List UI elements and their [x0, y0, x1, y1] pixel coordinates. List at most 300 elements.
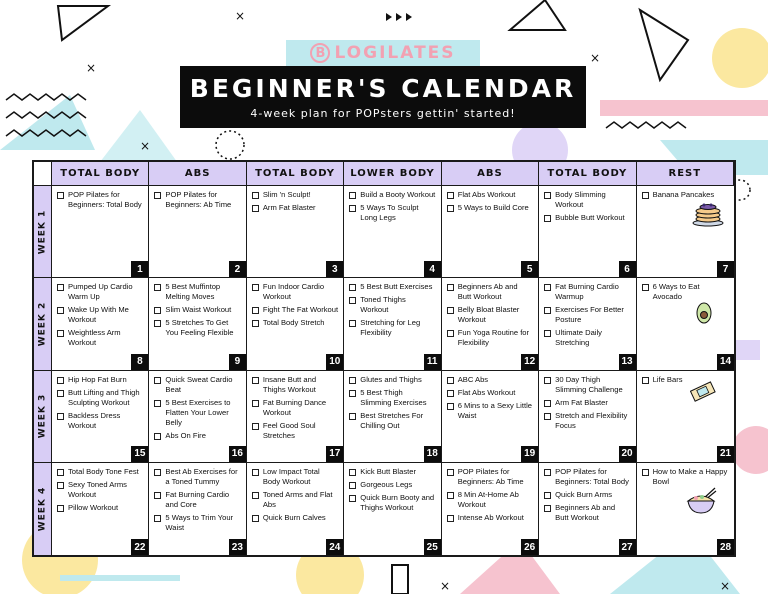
task-label: 6 Mins to a Sexy Little Waist [457, 400, 532, 420]
pink-bar-shape [600, 100, 768, 116]
task-item[interactable] [349, 318, 435, 338]
day-number: 28 [717, 539, 734, 555]
task-checkbox[interactable] [544, 284, 551, 291]
day-cell [247, 186, 344, 278]
day-cell [442, 278, 539, 370]
day-number: 5 [521, 261, 538, 277]
task-checkbox[interactable] [252, 469, 259, 476]
task-checkbox[interactable] [349, 469, 356, 476]
task-label: POP Pilates for Beginners: Ab Time [165, 190, 232, 209]
pink-circle-shape [732, 426, 768, 474]
task-label: 8 Min At-Home Ab Workout [457, 489, 519, 509]
pancake-stack-icon [691, 201, 725, 227]
week-label [34, 371, 52, 463]
day-header: TOTAL BODY [52, 162, 149, 186]
task-item[interactable] [154, 467, 240, 487]
task-checkbox[interactable] [544, 469, 551, 476]
task-checkbox[interactable] [349, 205, 356, 212]
task-checkbox[interactable] [349, 413, 356, 420]
day-cell [442, 463, 539, 555]
task-checkbox[interactable] [57, 482, 64, 489]
task-item[interactable] [544, 503, 630, 523]
task-item[interactable] [154, 490, 240, 510]
task-checkbox[interactable] [252, 307, 259, 314]
task-checkbox[interactable] [57, 413, 64, 420]
task-item[interactable] [57, 480, 143, 500]
day-cell [344, 463, 441, 555]
day-cell [52, 278, 149, 370]
yellow-circle-shape [712, 28, 768, 88]
task-label: Quick Burn Arms [555, 489, 613, 499]
cross-mark-5: × [720, 579, 731, 593]
task-item[interactable] [154, 431, 240, 441]
task-checkbox[interactable] [349, 390, 356, 397]
task-label: Arm Fat Blaster [555, 397, 608, 407]
task-item[interactable] [154, 398, 240, 428]
task-checkbox[interactable] [154, 377, 161, 384]
task-item[interactable] [154, 375, 240, 395]
task-label: Quick Burn Calves [262, 512, 326, 522]
task-label: Abs On Fire [165, 430, 206, 440]
task-label: Banana Pancakes [652, 190, 715, 199]
task-checkbox[interactable] [57, 192, 64, 199]
task-item[interactable] [447, 282, 533, 302]
task-item[interactable] [252, 421, 338, 441]
task-item[interactable] [57, 503, 143, 513]
task-label: Quick Sweat Cardio Beat [165, 374, 233, 394]
outline-pyramid-shape [640, 10, 688, 80]
task-label: POP Pilates for Beginners: Ab Time [457, 466, 524, 486]
day-number: 25 [424, 539, 441, 555]
task-label: Body Slimming Workout [555, 190, 606, 209]
day-cell [442, 371, 539, 463]
task-item[interactable] [544, 375, 630, 395]
teal-bar-shape [60, 575, 180, 581]
task-item[interactable] [349, 480, 435, 490]
day-cell [539, 278, 636, 370]
task-label: Total Body Stretch [262, 318, 325, 328]
day-number: 6 [619, 261, 636, 277]
avocado-icon [695, 300, 713, 324]
task-label: Toned Arms and Flat Abs [262, 489, 333, 509]
task-label: 5 Best Thigh Slimming Exercises [360, 387, 427, 407]
task-label: 5 Best Muffintop Melting Moves [165, 282, 221, 302]
day-number: 7 [717, 261, 734, 277]
task-checkbox[interactable] [154, 400, 161, 407]
task-checkbox[interactable] [447, 192, 454, 199]
task-item[interactable] [544, 411, 630, 431]
task-checkbox[interactable] [57, 330, 64, 337]
task-checkbox[interactable] [349, 320, 356, 327]
task-item[interactable] [154, 282, 240, 302]
task-item[interactable] [447, 203, 533, 213]
task-checkbox[interactable] [154, 284, 161, 291]
task-label: Fun Indoor Cardio Workout [262, 282, 325, 302]
day-header: TOTAL BODY [247, 162, 344, 186]
day-header: ABS [442, 162, 539, 186]
task-item[interactable] [349, 375, 435, 385]
task-checkbox[interactable] [544, 215, 551, 222]
task-label: 5 Best Butt Exercises [360, 282, 433, 292]
task-item[interactable] [154, 190, 240, 210]
day-number: 14 [717, 354, 734, 370]
task-label: 5 Stretches To Get You Feeling Flexible [165, 318, 234, 338]
task-item[interactable] [57, 467, 143, 477]
task-label: 5 Ways to Trim Your Waist [165, 512, 234, 532]
task-label: Slim Waist Workout [165, 305, 232, 315]
task-checkbox[interactable] [154, 192, 161, 199]
day-number: 19 [521, 446, 538, 462]
task-item[interactable] [349, 493, 435, 513]
day-cell [344, 371, 441, 463]
task-checkbox[interactable] [544, 307, 551, 314]
task-checkbox[interactable] [349, 297, 356, 304]
brand-logo-icon: B [310, 43, 330, 63]
day-cell [637, 278, 734, 370]
task-item[interactable] [544, 190, 630, 210]
task-item[interactable] [349, 388, 435, 408]
task-item[interactable] [57, 305, 143, 325]
task-item[interactable] [252, 305, 338, 315]
task-checkbox[interactable] [154, 433, 161, 440]
task-checkbox[interactable] [252, 320, 259, 327]
teal-triangle-shape [0, 95, 95, 150]
task-checkbox[interactable] [349, 482, 356, 489]
day-header: ABS [149, 162, 246, 186]
task-item[interactable] [252, 513, 338, 523]
task-label: Fat Burning Cardio and Core [165, 489, 230, 509]
day-number: 8 [131, 354, 148, 370]
task-label: 5 Ways To Sculpt Long Legs [360, 203, 419, 222]
outline-cylinder-shape [392, 565, 408, 594]
task-item[interactable] [252, 282, 338, 302]
task-item[interactable] [349, 282, 435, 292]
task-item[interactable] [57, 282, 143, 302]
day-cell [149, 186, 246, 278]
task-label: ABC Abs [457, 374, 489, 384]
task-item[interactable] [544, 282, 630, 302]
task-item[interactable] [642, 282, 729, 302]
task-checkbox[interactable] [154, 320, 161, 327]
task-item[interactable] [349, 295, 435, 315]
task-label: Gorgeous Legs [360, 479, 413, 489]
day-number: 21 [717, 446, 734, 462]
task-checkbox[interactable] [252, 205, 259, 212]
task-label: Ultimate Daily Stretching [555, 328, 602, 348]
task-checkbox[interactable] [57, 307, 64, 314]
task-label: Pumped Up Cardio Warm Up [68, 282, 133, 302]
outline-triangle-shape [58, 6, 108, 40]
task-item[interactable] [447, 513, 533, 523]
task-checkbox[interactable] [544, 400, 551, 407]
day-number: 10 [326, 354, 343, 370]
task-item[interactable] [57, 328, 143, 348]
task-label: Fat Burning Dance Workout [262, 397, 327, 417]
brand-name: LOGILATES [334, 43, 456, 63]
task-label: Quick Burn Booty and Thighs Workout [360, 492, 435, 512]
day-number: 17 [326, 446, 343, 462]
day-cell [344, 186, 441, 278]
task-label: Life Bars [652, 374, 683, 384]
day-number: 20 [619, 446, 636, 462]
task-checkbox[interactable] [447, 284, 454, 291]
day-number: 1 [131, 261, 148, 277]
task-item[interactable] [447, 305, 533, 325]
cross-mark: × [235, 9, 246, 23]
task-checkbox[interactable] [154, 469, 161, 476]
task-item[interactable] [447, 401, 533, 421]
day-cell [149, 371, 246, 463]
task-item[interactable] [57, 411, 143, 431]
task-label: Exercises For Better Posture [555, 305, 624, 325]
brand-banner [286, 40, 480, 66]
task-checkbox[interactable] [154, 492, 161, 499]
task-item[interactable] [252, 375, 338, 395]
task-item[interactable] [252, 490, 338, 510]
calendar-grid [32, 160, 736, 557]
task-checkbox[interactable] [447, 492, 454, 499]
task-item[interactable] [154, 305, 240, 315]
day-cell [52, 463, 149, 555]
task-label: Backless Dress Workout [68, 410, 121, 430]
task-item[interactable] [252, 467, 338, 487]
task-item[interactable] [252, 398, 338, 418]
task-checkbox[interactable] [57, 390, 64, 397]
task-checkbox[interactable] [252, 284, 259, 291]
task-checkbox[interactable] [447, 377, 454, 384]
task-label: 30 Day Thigh Slimming Challenge [555, 374, 623, 394]
day-cell [149, 463, 246, 555]
day-cell [149, 278, 246, 370]
task-item[interactable] [447, 467, 533, 487]
task-label: Feel Good Soul Stretches [262, 420, 316, 440]
day-cell [344, 278, 441, 370]
day-number: 4 [424, 261, 441, 277]
task-checkbox[interactable] [544, 192, 551, 199]
task-label: Hip Hop Fat Burn [68, 374, 127, 384]
zigzag-line [6, 94, 86, 100]
task-checkbox[interactable] [252, 492, 259, 499]
task-label: Best Ab Exercises for a Toned Tummy [165, 466, 238, 486]
noodle-bowl-icon [685, 487, 717, 517]
task-item[interactable] [447, 328, 533, 348]
snack-bar-icon [690, 380, 716, 404]
task-checkbox[interactable] [252, 192, 259, 199]
task-checkbox[interactable] [252, 515, 259, 522]
task-item[interactable] [544, 398, 630, 408]
task-item[interactable] [642, 190, 729, 200]
day-number: 18 [424, 446, 441, 462]
task-checkbox[interactable] [252, 400, 259, 407]
day-number: 22 [131, 539, 148, 555]
day-cell [52, 186, 149, 278]
task-checkbox[interactable] [447, 469, 454, 476]
task-label: Flat Abs Workout [457, 387, 516, 397]
day-number: 15 [131, 446, 148, 462]
day-cell [637, 371, 734, 463]
task-label: Bubble Butt Workout [555, 213, 625, 222]
week-label-text: WEEK 4 [37, 486, 48, 532]
cross-mark-6: × [440, 579, 451, 593]
task-label: Best Stretches For Chilling Out [360, 410, 424, 430]
day-number: 26 [521, 539, 538, 555]
task-label: Beginners Ab and Butt Workout [457, 282, 518, 302]
day-header: REST [637, 162, 734, 186]
task-checkbox[interactable] [154, 515, 161, 522]
task-label: Fat Burning Cardio Warmup [555, 282, 619, 302]
task-item[interactable] [349, 467, 435, 477]
task-item[interactable] [57, 388, 143, 408]
arrow-marks [386, 13, 412, 21]
task-checkbox[interactable] [349, 377, 356, 384]
task-checkbox[interactable] [642, 284, 649, 291]
task-checkbox[interactable] [642, 377, 649, 384]
task-label: Total Body Tone Fest [68, 466, 139, 476]
task-label: Arm Fat Blaster [262, 203, 316, 212]
day-header: LOWER BODY [344, 162, 441, 186]
day-cell [539, 463, 636, 555]
task-checkbox[interactable] [447, 330, 454, 337]
day-number: 24 [326, 539, 343, 555]
task-label: POP Pilates for Beginners: Total Body [68, 190, 142, 209]
task-label: Slim 'n Sculpt! [262, 190, 311, 199]
task-item[interactable] [544, 490, 630, 500]
day-cell [637, 186, 734, 278]
day-cell [247, 371, 344, 463]
day-number: 2 [229, 261, 246, 277]
task-label: 5 Best Exercises to Flatten Your Lower Belly [165, 397, 231, 427]
task-item[interactable] [544, 305, 630, 325]
task-checkbox[interactable] [57, 284, 64, 291]
task-label: Intense Ab Workout [457, 512, 524, 522]
task-checkbox[interactable] [544, 492, 551, 499]
task-checkbox[interactable] [544, 413, 551, 420]
task-item[interactable] [544, 213, 630, 223]
task-item[interactable] [447, 490, 533, 510]
task-item[interactable] [447, 190, 533, 200]
task-label: Beginners Ab and Butt Workout [555, 502, 616, 522]
day-number: 27 [619, 539, 636, 555]
dotted-circle-shape [216, 131, 244, 159]
day-cell [247, 278, 344, 370]
task-checkbox[interactable] [252, 423, 259, 430]
task-checkbox[interactable] [447, 205, 454, 212]
task-checkbox[interactable] [57, 377, 64, 384]
task-label: Weightless Arm Workout [68, 328, 121, 348]
task-item[interactable] [349, 411, 435, 431]
task-checkbox[interactable] [447, 515, 454, 522]
day-cell [247, 463, 344, 555]
task-checkbox[interactable] [252, 377, 259, 384]
week-label [34, 278, 52, 370]
task-label: POP Pilates for Beginners: Total Body [555, 466, 629, 486]
cross-mark-4: × [86, 61, 97, 75]
task-item[interactable] [252, 203, 338, 213]
day-number: 13 [619, 354, 636, 370]
task-item[interactable] [544, 467, 630, 487]
task-checkbox[interactable] [544, 505, 551, 512]
day-number: 3 [326, 261, 343, 277]
day-cell [442, 186, 539, 278]
task-label: Toned Thighs Workout [360, 295, 406, 315]
task-label: Fight The Fat Workout [262, 305, 339, 315]
task-checkbox[interactable] [57, 469, 64, 476]
outline-triangle-shape-2 [510, 0, 565, 30]
task-label: Fun Yoga Routine for Flexibility [457, 328, 530, 348]
task-checkbox[interactable] [544, 330, 551, 337]
task-label: Pillow Workout [68, 502, 119, 512]
day-number: 11 [424, 354, 441, 370]
week-label [34, 463, 52, 555]
page-title: BEGINNER'S CALENDAR [189, 74, 577, 103]
task-item[interactable] [154, 513, 240, 533]
task-label: Sexy Toned Arms Workout [68, 479, 127, 499]
week-label-text: WEEK 1 [37, 209, 48, 254]
task-item[interactable] [642, 467, 729, 487]
task-label: Butt Lifting and Thigh Sculpting Workout [68, 387, 140, 407]
task-item[interactable] [447, 375, 533, 385]
task-item[interactable] [252, 318, 338, 328]
task-checkbox[interactable] [544, 377, 551, 384]
task-label: How to Make a Happy Bowl [652, 466, 728, 486]
task-label: Build a Booty Workout [360, 190, 436, 199]
week-label-text: WEEK 3 [37, 393, 48, 439]
task-item[interactable] [57, 375, 143, 385]
task-item[interactable] [57, 190, 143, 210]
task-label: Wake Up With Me Workout [68, 305, 129, 325]
day-number: 16 [229, 446, 246, 462]
task-checkbox[interactable] [154, 307, 161, 314]
task-label: Kick Butt Blaster [360, 466, 416, 476]
day-cell [539, 186, 636, 278]
task-label: Stretch and Flexibility Focus [555, 410, 628, 430]
task-checkbox[interactable] [447, 307, 454, 314]
day-cell [52, 371, 149, 463]
task-label: Insane Butt and Thighs Workout [262, 374, 317, 394]
task-label: Flat Abs Workout [457, 190, 516, 199]
task-checkbox[interactable] [349, 495, 356, 502]
task-checkbox[interactable] [349, 284, 356, 291]
task-item[interactable] [252, 190, 338, 200]
task-checkbox[interactable] [447, 390, 454, 397]
page-subtitle: 4-week plan for POPsters gettin' started! [250, 107, 516, 120]
week-label-text: WEEK 2 [37, 301, 48, 347]
task-label: 6 Ways to Eat Avocado [652, 282, 700, 302]
task-checkbox[interactable] [349, 192, 356, 199]
day-header: TOTAL BODY [539, 162, 636, 186]
task-checkbox[interactable] [642, 469, 649, 476]
task-item[interactable] [544, 328, 630, 348]
day-number: 12 [521, 354, 538, 370]
task-label: 5 Ways to Build Core [457, 203, 529, 212]
task-checkbox[interactable] [447, 403, 454, 410]
task-item[interactable] [349, 203, 435, 223]
title-banner [180, 66, 586, 128]
task-item[interactable] [447, 388, 533, 398]
day-number: 23 [229, 539, 246, 555]
week-label [34, 186, 52, 278]
calendar-corner [34, 162, 52, 186]
task-label: Low Impact Total Body Workout [262, 466, 320, 486]
task-item[interactable] [154, 318, 240, 338]
task-label: Stretching for Leg Flexibility [360, 318, 421, 338]
task-label: Belly Bloat Blaster Workout [457, 305, 520, 325]
task-checkbox[interactable] [57, 505, 64, 512]
task-item[interactable] [349, 190, 435, 200]
task-checkbox[interactable] [642, 192, 649, 199]
cross-mark-2: × [140, 139, 151, 153]
cross-mark-3: × [590, 51, 601, 65]
